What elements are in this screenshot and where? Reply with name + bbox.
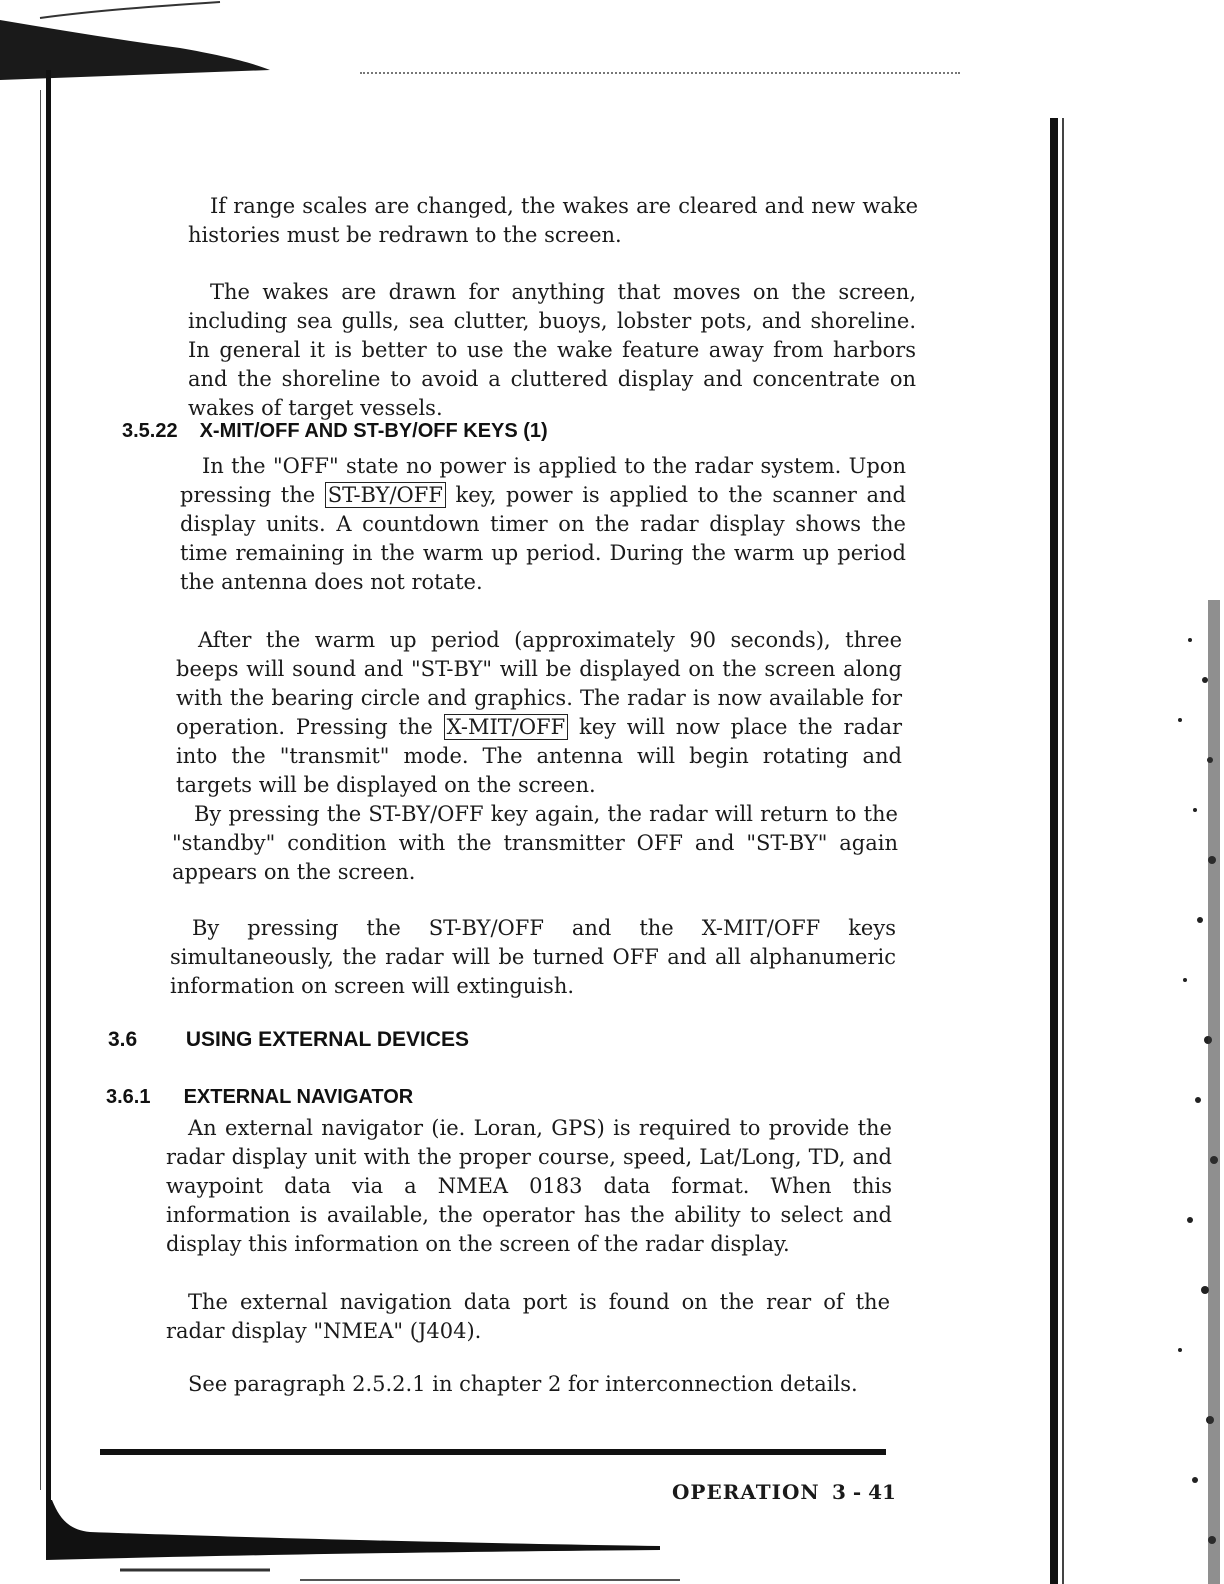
footer-rule [100, 1449, 886, 1455]
scan-bottom-artifact [0, 1500, 700, 1584]
left-page-edge-thin [40, 90, 41, 1490]
section-number: 3.6 [108, 1028, 138, 1051]
paragraph [176, 626, 902, 800]
text-run: In the "OFF" state no power is applied to the radar system. Upon pressing the [180, 454, 906, 507]
st-by-off-key-label: ST-BY/OFF [325, 482, 446, 508]
text-run: key will now place the radar into the "transmit" mode. The antenna will begin rotating and targets will be displayed on the screen. [176, 715, 903, 797]
right-binding-shadow [1050, 118, 1058, 1584]
section-number: 3.6.1 [106, 1086, 151, 1108]
text-run: After the warm up period (approximately 90 seconds), three beeps will sound and "ST-BY" will be displayed on the screen along with the bearing circle and graphics. The radar is now available for operation. Pressing the [176, 628, 902, 739]
paragraph: The external navigation data port is found on the rear of the radar display "NMEA" (J404). [166, 1290, 890, 1343]
wake-paragraph-2 [188, 278, 916, 423]
wake-paragraph-1 [188, 192, 918, 250]
navigator-paragraph-3 [166, 1370, 890, 1399]
section-heading-3-6-1 [106, 1086, 413, 1109]
section-heading-3-6 [108, 1028, 469, 1052]
paragraph: By pressing the ST-BY/OFF and the X-MIT/OFF keys simultaneously, the radar will be turned OFF and all alphanumeric information on screen will extinguish. [170, 916, 896, 998]
paragraph: The wakes are drawn for anything that moves on the screen, including sea gulls, sea clutter, buoys, lobster pots, and shoreline. In general it is better to use the wake feature away from harbors and the shoreline to avoid a cluttered display and concentrate on wakes of target vessels. [188, 280, 916, 420]
standby-paragraph-3 [172, 800, 898, 887]
paragraph: See paragraph 2.5.2.1 in chapter 2 for interconnection details. [188, 1372, 858, 1396]
paragraph: If range scales are changed, the wakes are cleared and new wake histories must be redrawn to the screen. [188, 194, 918, 247]
right-scan-noise [1150, 600, 1220, 1584]
paragraph: An external navigator (ie. Loran, GPS) is required to provide the radar display unit with the proper course, speed, Lat/Long, TD, and waypoint data via a NMEA 0183 data format. When this information is available, the operator has the ability to select and display this information on the screen of the radar display. [166, 1116, 892, 1256]
standby-paragraph-1 [180, 452, 906, 597]
paragraph [180, 452, 906, 597]
scan-dotted-line [360, 72, 960, 78]
standby-paragraph-4 [170, 914, 896, 1001]
navigator-paragraph-1 [166, 1114, 892, 1259]
paragraph: By pressing the ST-BY/OFF key again, the radar will return to the "standby" condition with the transmitter OFF and "ST-BY" again appears on the screen. [172, 802, 898, 884]
section-heading-3-5-22 [122, 420, 548, 443]
section-title: EXTERNAL NAVIGATOR [183, 1086, 414, 1108]
footer-page-number: 3 - 41 [832, 1480, 896, 1504]
x-mit-off-key-label: X-MIT/OFF [444, 714, 569, 740]
section-number: 3.5.22 [122, 420, 178, 442]
right-binding-line [1062, 118, 1064, 1584]
section-title: X-MIT/OFF AND ST-BY/OFF KEYS (1) [199, 420, 548, 442]
footer-chapter-label: OPERATION [672, 1480, 820, 1504]
left-page-edge [46, 70, 51, 1510]
standby-paragraph-2 [176, 626, 902, 800]
text-run: key, power is applied to the scanner and display units. A countdown timer on the radar display shows the time remaining in the warm up period. During the warm up period the antenna does not rotate. [180, 483, 906, 594]
navigator-paragraph-2 [166, 1288, 890, 1346]
scan-corner-artifact [0, 0, 300, 80]
section-title: USING EXTERNAL DEVICES [185, 1028, 470, 1051]
